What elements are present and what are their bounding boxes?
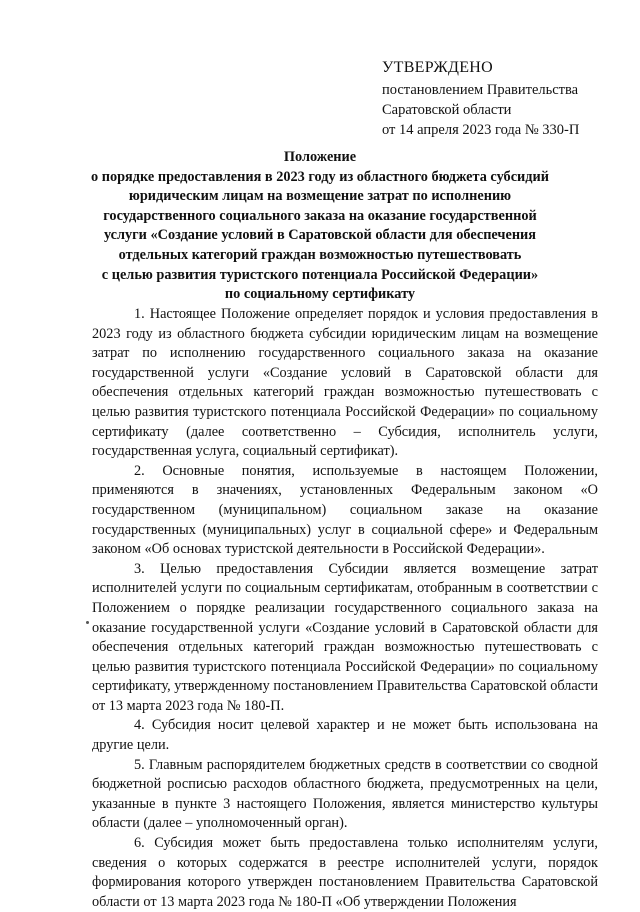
title-line: с целью развития туристского потенциала Российской Федерации» xyxy=(101,266,539,283)
document-title xyxy=(70,148,570,305)
title-line: по социальному сертификату xyxy=(224,286,416,303)
approval-line-2: Саратовской области xyxy=(382,102,512,118)
document-body xyxy=(92,305,598,912)
scan-speck xyxy=(86,621,89,624)
title-line: отдельных категорий граждан возможностью путешествовать xyxy=(118,246,522,263)
approval-line-1: постановлением Правительства xyxy=(382,82,579,98)
title-line: государственного социального заказа на оказание государственной xyxy=(103,207,537,224)
paragraph-3: 3. Целью предоставления Субсидии является возмещение затрат исполнителей услуги по социальным сертификатам, отобранным в соответствии с Положением о порядке реализации государственного социального заказа на оказание государственной услуги «Создание условий в Саратовской области для обеспечения отдельных категорий граждан возможностью путешествовать с целью развития туристского потенциала Российской Федерации» по социальному сертификату, утвержденному постановлением Правительства Саратовской области от 13 марта 2023 года № 180-П. xyxy=(92,560,598,714)
approval-line-3: от 14 апреля 2023 года № 330-П xyxy=(382,122,580,138)
approval-title: УТВЕРЖДЕНО xyxy=(382,59,494,76)
paragraph-1: 1. Настоящее Положение определяет порядок и условия предоставления в 2023 году из областного бюджета субсидии юридическим лицам на возмещение затрат по исполнению государственного социального заказа на оказание государственной услуги «Создание условий в Саратовской области для обеспечения отдельных категорий граждан возможностью путешествовать с целью развития туристского потенциала Российской Федерации» по социальному сертификату (далее соответственно – Субсидия, исполнитель услуги, государственная услуга, социальный сертификат). xyxy=(92,306,598,460)
title-line: о порядке предоставления в 2023 году из областного бюджета субсидий xyxy=(91,168,549,185)
paragraph-6: 6. Субсидия может быть предоставлена только исполнителям услуги, сведения о которых содержатся в реестре исполнителей услуги, порядок формирования которого утвержден постановлением Правительства Саратовской области от 13 марта 2023 года № 180-П «Об утверждении Положения xyxy=(92,835,598,910)
title-line: юридическим лицам на возмещение затрат по исполнению xyxy=(128,188,512,205)
paragraph-2: 2. Основные понятия, используемые в настоящем Положении, применяются в значениях, установленных Федеральным законом «О государственном (муниципальном) социальном заказе на оказание государственных (муниципальных) услуг в социальной сфере» и Федеральным законом «Об основах туристской деятельности в Российской Федерации». xyxy=(92,462,598,558)
approval-stamp xyxy=(382,58,579,140)
title-heading: Положение xyxy=(283,149,357,165)
title-line: услуги «Создание условий в Саратовской области для обеспечения xyxy=(103,227,537,244)
paragraph-5: 5. Главным распорядителем бюджетных средств в соответствии со сводной бюджетной росписью расходов областного бюджета, предусмотренных на цели, указанные в пункте 3 настоящего Положения, является министерство культуры области (далее – уполномоченный орган). xyxy=(92,756,598,832)
paragraph-4: 4. Субсидия носит целевой характер и не может быть использована на другие цели. xyxy=(92,717,598,754)
